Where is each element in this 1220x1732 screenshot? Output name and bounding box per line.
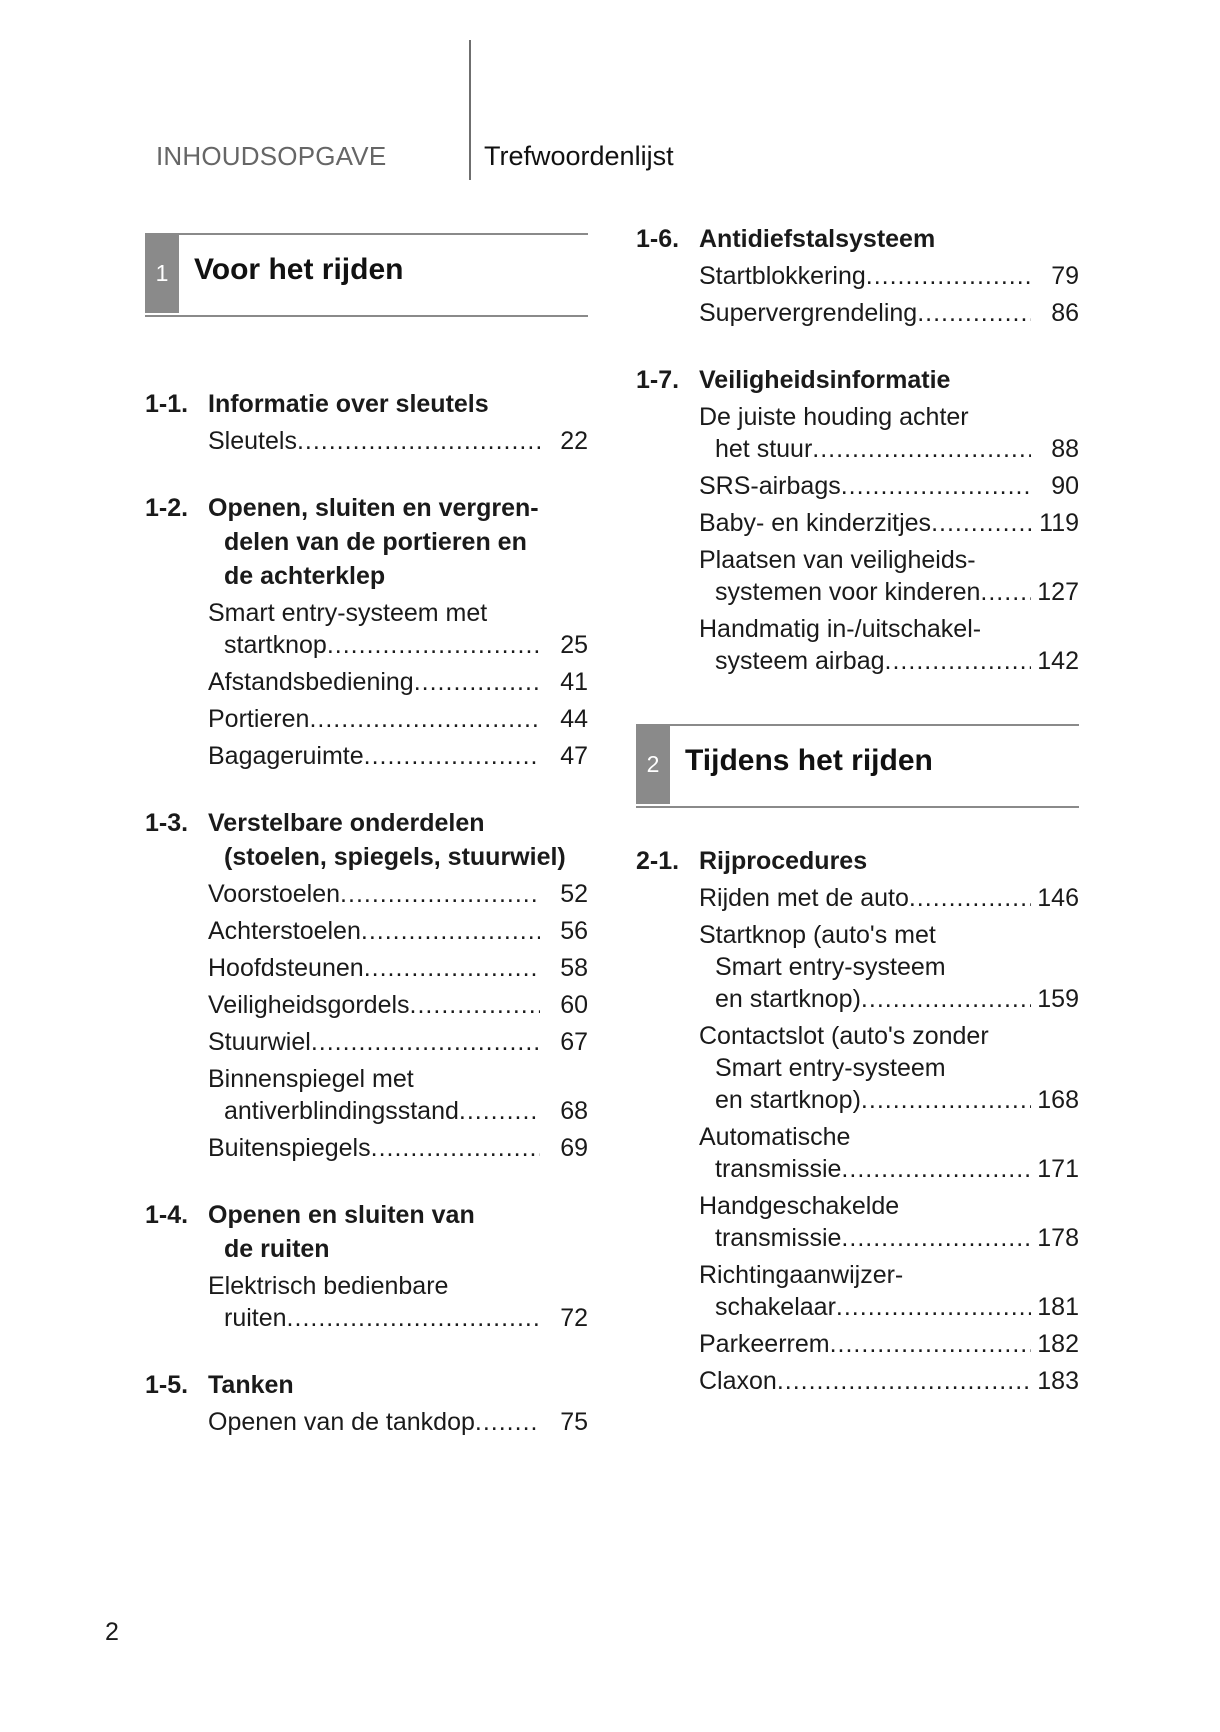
entry-last-line bbox=[699, 297, 1079, 329]
entry-text: transmissie bbox=[715, 1224, 842, 1252]
toc-entry[interactable] bbox=[208, 425, 588, 457]
section-heading bbox=[145, 806, 588, 874]
section-number: 1-7. bbox=[636, 366, 680, 394]
entry-text: Sleutels bbox=[208, 427, 297, 455]
section-title-line: de achterklep bbox=[224, 562, 386, 590]
dot-leader bbox=[812, 433, 1031, 465]
entry-page-number: 41 bbox=[560, 668, 588, 696]
toc-entry[interactable] bbox=[699, 882, 1079, 914]
dot-leader bbox=[410, 989, 540, 1021]
entry-last-line bbox=[208, 425, 588, 457]
entry-page-number: 88 bbox=[1051, 435, 1079, 463]
dot-leader bbox=[311, 1026, 540, 1058]
dot-leader bbox=[287, 1302, 540, 1334]
dot-leader bbox=[327, 629, 540, 661]
section-title bbox=[699, 363, 1079, 397]
toc-entry[interactable] bbox=[208, 740, 588, 772]
entry-last-line bbox=[208, 1026, 588, 1058]
entry-text: Veiligheidsgordels bbox=[208, 991, 410, 1019]
entry-text: ruiten bbox=[224, 1304, 287, 1332]
entry-text: Claxon bbox=[699, 1367, 777, 1395]
toc-entry[interactable] bbox=[208, 952, 588, 984]
entry-text: Afstandsbediening bbox=[208, 668, 414, 696]
entry-page-number: 142 bbox=[1037, 647, 1079, 675]
chapter-1-header bbox=[145, 233, 588, 317]
entry-page-number: 181 bbox=[1037, 1293, 1079, 1321]
section-1-4 bbox=[145, 1198, 588, 1334]
entry-page-number: 56 bbox=[560, 917, 588, 945]
section-title-line: Rijprocedures bbox=[699, 847, 868, 875]
section-number: 1-2. bbox=[145, 494, 189, 522]
entry-page-number: 69 bbox=[560, 1134, 588, 1162]
section-1-3 bbox=[145, 806, 588, 1164]
entry-last-line bbox=[208, 629, 588, 661]
entry-last-line bbox=[699, 507, 1079, 539]
dot-leader bbox=[917, 297, 1031, 329]
entry-last-line bbox=[208, 666, 588, 698]
entry-page-number: 159 bbox=[1037, 985, 1079, 1013]
toc-entry[interactable] bbox=[699, 1190, 1079, 1254]
toc-entry[interactable] bbox=[699, 544, 1079, 608]
entry-page-number: 72 bbox=[560, 1304, 588, 1332]
entry-text: Buitenspiegels bbox=[208, 1134, 371, 1162]
entry-last-line bbox=[699, 433, 1079, 465]
entry-text: schakelaar bbox=[715, 1293, 836, 1321]
entry-page-number: 58 bbox=[560, 954, 588, 982]
section-2-1 bbox=[636, 844, 1079, 1397]
section-title-line: (stoelen, spiegels, stuurwiel) bbox=[224, 843, 566, 871]
section-number: 1-4. bbox=[145, 1201, 189, 1229]
entry-last-line bbox=[208, 1095, 588, 1127]
entry-last-line bbox=[699, 645, 1079, 677]
tab-table-of-contents[interactable]: INHOUDSOPGAVE bbox=[156, 141, 387, 171]
toc-entry[interactable] bbox=[208, 915, 588, 947]
entry-last-line bbox=[699, 260, 1079, 292]
entry-page-number: 60 bbox=[560, 991, 588, 1019]
dot-leader bbox=[340, 878, 540, 910]
dot-leader bbox=[777, 1365, 1031, 1397]
entry-text: Voorstoelen bbox=[208, 880, 341, 908]
entry-text-line: Richtingaanwijzer- bbox=[699, 1261, 904, 1289]
dot-leader bbox=[830, 1328, 1031, 1360]
entry-text: antiverblindingsstand bbox=[224, 1097, 459, 1125]
entry-text: Openen van de tankdop bbox=[208, 1408, 475, 1436]
entry-text-line: Handmatig in-/uitschakel- bbox=[699, 615, 982, 643]
entry-list bbox=[208, 1270, 588, 1334]
entry-text: Stuurwiel bbox=[208, 1028, 311, 1056]
dot-leader bbox=[297, 425, 540, 457]
entry-text-line: Smart entry-systeem bbox=[715, 1054, 946, 1082]
section-number: 1-1. bbox=[145, 390, 189, 418]
entry-page-number: 44 bbox=[560, 705, 588, 733]
section-title-line: Verstelbare onderdelen bbox=[208, 809, 485, 837]
entry-text: systemen voor kinderen bbox=[715, 578, 981, 606]
toc-entry[interactable] bbox=[699, 470, 1079, 502]
section-number: 1-6. bbox=[636, 225, 680, 253]
toc-entry[interactable] bbox=[208, 1063, 588, 1127]
entry-page-number: 146 bbox=[1037, 884, 1079, 912]
entry-text: en startknop) bbox=[715, 1086, 861, 1114]
dot-leader bbox=[909, 882, 1031, 914]
entry-text-line: Elektrisch bedienbare bbox=[208, 1272, 449, 1300]
entry-list bbox=[699, 260, 1079, 329]
entry-list bbox=[208, 1406, 588, 1438]
section-heading bbox=[636, 363, 1079, 397]
entry-page-number: 47 bbox=[560, 742, 588, 770]
entry-last-line bbox=[208, 878, 588, 910]
dot-leader bbox=[866, 260, 1031, 292]
entry-page-number: 25 bbox=[560, 631, 588, 659]
section-heading bbox=[145, 491, 588, 593]
entry-list bbox=[699, 882, 1079, 1397]
section-title-line: Openen, sluiten en vergren- bbox=[208, 494, 539, 522]
section-title bbox=[699, 844, 1079, 878]
dot-leader bbox=[414, 666, 540, 698]
entry-text: het stuur bbox=[715, 435, 813, 463]
section-title-line: Informatie over sleutels bbox=[208, 390, 489, 418]
section-title-line: Antidiefstalsysteem bbox=[699, 225, 936, 253]
toc-entry[interactable] bbox=[699, 1365, 1079, 1397]
toc-entry[interactable] bbox=[208, 1026, 588, 1058]
entry-text-line: Plaatsen van veiligheids- bbox=[699, 546, 976, 574]
entry-last-line bbox=[208, 915, 588, 947]
dot-leader bbox=[361, 915, 540, 947]
entry-list bbox=[208, 878, 588, 1164]
section-title-line: Tanken bbox=[208, 1371, 294, 1399]
entry-page-number: 171 bbox=[1037, 1155, 1079, 1183]
entry-page-number: 182 bbox=[1037, 1330, 1079, 1358]
dot-leader bbox=[364, 740, 540, 772]
section-title bbox=[208, 1368, 588, 1402]
section-title bbox=[208, 491, 588, 593]
entry-last-line bbox=[699, 1084, 1079, 1116]
entry-text: Startblokkering bbox=[699, 262, 866, 290]
toc-column-right bbox=[636, 222, 1079, 1402]
toc-entry[interactable] bbox=[208, 989, 588, 1021]
dot-leader bbox=[836, 1291, 1031, 1323]
section-title bbox=[208, 806, 588, 874]
dot-leader bbox=[841, 1153, 1031, 1185]
entry-page-number: 90 bbox=[1051, 472, 1079, 500]
toc-entry[interactable] bbox=[699, 1020, 1079, 1116]
entry-text-line: Contactslot (auto's zonder bbox=[699, 1022, 989, 1050]
toc-entry[interactable] bbox=[208, 878, 588, 910]
entry-last-line bbox=[208, 740, 588, 772]
section-heading bbox=[145, 1198, 588, 1266]
toc-entry[interactable] bbox=[208, 666, 588, 698]
dot-leader bbox=[861, 1084, 1031, 1116]
chapter-number: 1 bbox=[145, 233, 179, 313]
entry-text-line: Smart entry-systeem bbox=[715, 953, 946, 981]
toc-entry[interactable] bbox=[699, 401, 1079, 465]
entry-text: Rijden met de auto bbox=[699, 884, 909, 912]
toc-entry[interactable] bbox=[208, 1406, 588, 1438]
entry-text: Parkeerrem bbox=[699, 1330, 830, 1358]
entry-page-number: 168 bbox=[1037, 1086, 1079, 1114]
entry-page-number: 119 bbox=[1039, 509, 1079, 537]
entry-last-line bbox=[208, 989, 588, 1021]
entry-last-line bbox=[699, 1328, 1079, 1360]
dot-leader bbox=[841, 1222, 1031, 1254]
toc-entry[interactable] bbox=[208, 1132, 588, 1164]
section-heading bbox=[145, 387, 588, 421]
section-number: 1-5. bbox=[145, 1371, 189, 1399]
section-1-5 bbox=[145, 1368, 588, 1438]
section-title-line: Veiligheidsinformatie bbox=[699, 366, 951, 394]
entry-text-line: Handgeschakelde bbox=[699, 1192, 900, 1220]
entry-text-line: De juiste houding achter bbox=[699, 403, 969, 431]
entry-text: Supervergrendeling bbox=[699, 299, 918, 327]
section-1-1 bbox=[145, 387, 588, 457]
toc-entry[interactable] bbox=[699, 297, 1079, 329]
section-title bbox=[208, 1198, 588, 1266]
entry-text-line: Smart entry-systeem met bbox=[208, 599, 488, 627]
dot-leader bbox=[885, 645, 1031, 677]
entry-page-number: 86 bbox=[1051, 299, 1079, 327]
section-title-line: Openen en sluiten van bbox=[208, 1201, 475, 1229]
section-heading bbox=[636, 222, 1079, 256]
section-title bbox=[208, 387, 588, 421]
entry-text: Bagageruimte bbox=[208, 742, 364, 770]
entry-list bbox=[208, 425, 588, 457]
chapter-title: Voor het rijden bbox=[194, 253, 404, 286]
dot-leader bbox=[371, 1132, 540, 1164]
entry-last-line bbox=[208, 952, 588, 984]
section-title bbox=[699, 222, 1079, 256]
toc-column-left bbox=[145, 233, 588, 1443]
entry-page-number: 75 bbox=[560, 1408, 588, 1436]
section-title-line: delen van de portieren en bbox=[224, 528, 527, 556]
entry-last-line bbox=[699, 470, 1079, 502]
entry-last-line bbox=[699, 1153, 1079, 1185]
dot-leader bbox=[459, 1095, 540, 1127]
section-heading bbox=[636, 844, 1079, 878]
dot-leader bbox=[475, 1406, 540, 1438]
dot-leader bbox=[309, 703, 540, 735]
chapter-number: 2 bbox=[636, 724, 670, 804]
entry-page-number: 178 bbox=[1037, 1224, 1079, 1252]
entry-page-number: 127 bbox=[1037, 578, 1079, 606]
entry-text-line: Startknop (auto's met bbox=[699, 921, 936, 949]
toc-entry[interactable] bbox=[699, 1328, 1079, 1360]
toc-entry[interactable] bbox=[699, 613, 1079, 677]
entry-text-line: Automatische bbox=[699, 1123, 851, 1151]
section-heading bbox=[145, 1368, 588, 1402]
entry-text: Portieren bbox=[208, 705, 310, 733]
dot-leader bbox=[364, 952, 540, 984]
entry-page-number: 22 bbox=[560, 427, 588, 455]
entry-last-line bbox=[208, 1406, 588, 1438]
entry-last-line bbox=[208, 1132, 588, 1164]
toc-entry[interactable] bbox=[208, 703, 588, 735]
entry-text: en startknop) bbox=[715, 985, 861, 1013]
toc-entry[interactable] bbox=[699, 507, 1079, 539]
entry-last-line bbox=[699, 882, 1079, 914]
header-divider bbox=[469, 40, 471, 180]
entry-page-number: 68 bbox=[560, 1097, 588, 1125]
entry-page-number: 79 bbox=[1051, 262, 1079, 290]
entry-text: startknop bbox=[224, 631, 327, 659]
entry-list bbox=[208, 597, 588, 772]
section-number: 2-1. bbox=[636, 847, 680, 875]
dot-leader bbox=[841, 470, 1031, 502]
dot-leader bbox=[861, 983, 1031, 1015]
entry-text-line: Binnenspiegel met bbox=[208, 1065, 414, 1093]
dot-leader bbox=[931, 507, 1031, 539]
section-number: 1-3. bbox=[145, 809, 189, 837]
entry-text: Baby- en kinderzitjes bbox=[699, 509, 932, 537]
section-1-7 bbox=[636, 363, 1079, 677]
entry-text: systeem airbag bbox=[715, 647, 885, 675]
page-number: 2 bbox=[105, 1618, 119, 1646]
toc-entry[interactable] bbox=[699, 1259, 1079, 1323]
tab-index[interactable]: Trefwoordenlijst bbox=[484, 141, 674, 171]
section-title-line: de ruiten bbox=[224, 1235, 330, 1263]
entry-last-line bbox=[208, 703, 588, 735]
entry-last-line bbox=[699, 1291, 1079, 1323]
entry-text: Hoofdsteunen bbox=[208, 954, 364, 982]
section-1-6 bbox=[636, 222, 1079, 329]
entry-last-line bbox=[699, 1365, 1079, 1397]
dot-leader bbox=[980, 576, 1031, 608]
entry-list bbox=[699, 401, 1079, 677]
entry-last-line bbox=[208, 1302, 588, 1334]
toc-entry[interactable] bbox=[699, 919, 1079, 1015]
entry-last-line bbox=[699, 1222, 1079, 1254]
entry-text: transmissie bbox=[715, 1155, 842, 1183]
entry-page-number: 52 bbox=[560, 880, 588, 908]
entry-last-line bbox=[699, 576, 1079, 608]
section-1-2 bbox=[145, 491, 588, 772]
entry-page-number: 183 bbox=[1037, 1367, 1079, 1395]
entry-text: SRS-airbags bbox=[699, 472, 841, 500]
chapter-title: Tijdens het rijden bbox=[685, 744, 933, 777]
toc-entry[interactable] bbox=[699, 260, 1079, 292]
toc-entry[interactable] bbox=[208, 597, 588, 661]
entry-page-number: 67 bbox=[560, 1028, 588, 1056]
toc-entry[interactable] bbox=[699, 1121, 1079, 1185]
entry-text: Achterstoelen bbox=[208, 917, 361, 945]
toc-entry[interactable] bbox=[208, 1270, 588, 1334]
chapter-2-header bbox=[636, 724, 1079, 808]
entry-last-line bbox=[699, 983, 1079, 1015]
